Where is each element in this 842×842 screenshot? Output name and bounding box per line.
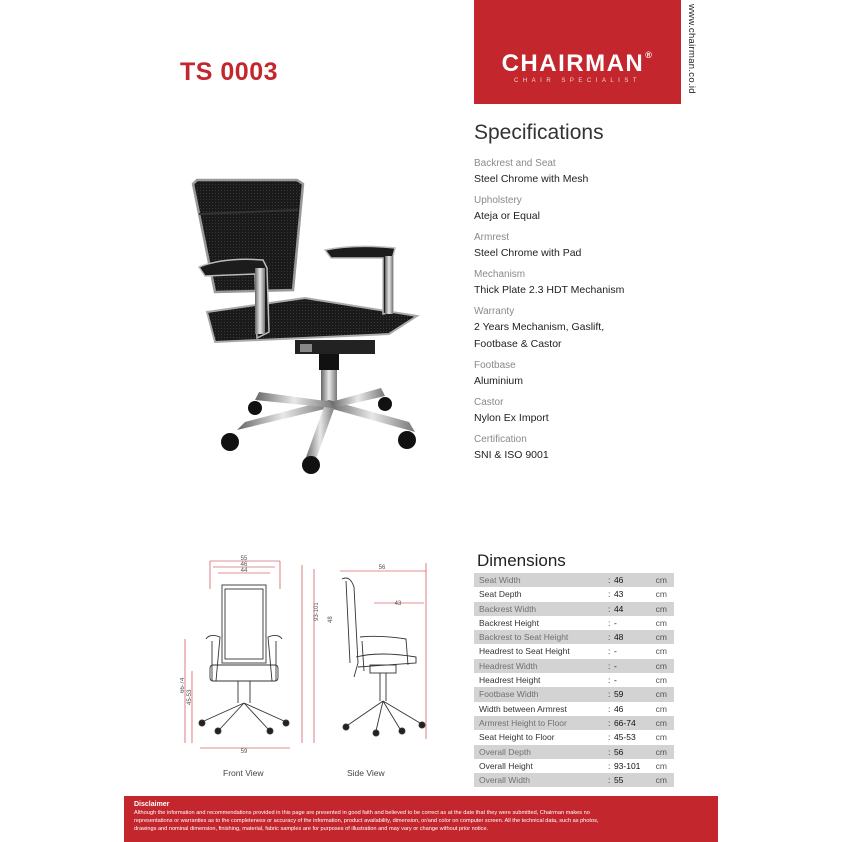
disclaimer-line: representations or warranties as to the completeness or accuracy of the information, product availability, dimension, or/and color on computer screen. All the technical data, such as photos, — [134, 818, 599, 824]
dim-colon: : — [607, 575, 611, 585]
side-overall-height: 93-101 — [314, 602, 320, 621]
technical-drawing — [180, 553, 440, 768]
spec-label: Footbase — [474, 360, 516, 371]
spec-mechanism — [474, 268, 714, 299]
table-row — [474, 630, 674, 644]
dim-colon: : — [607, 717, 611, 728]
table-row — [474, 659, 674, 673]
spec-upholstery — [474, 194, 714, 225]
table-row — [474, 716, 674, 730]
chair-photo — [185, 172, 425, 482]
dim-label: Backrest to Seat Height — [479, 632, 569, 643]
dim-value: 59 — [613, 689, 624, 700]
dimensions-table — [474, 573, 674, 787]
dim-label: Headrest to Seat Height — [479, 646, 570, 657]
disclaimer-title: Disclaimer — [134, 801, 170, 808]
dim-unit: cm — [655, 589, 667, 600]
dim-label: Overall Width — [479, 775, 531, 786]
table-row — [474, 687, 674, 701]
spec-label: Backrest and Seat — [474, 158, 556, 169]
dim-colon: : — [607, 675, 611, 686]
dim-unit: cm — [655, 746, 667, 757]
dim-label: Backrest Height — [479, 617, 539, 628]
table-row — [474, 602, 674, 616]
dim-unit: cm — [655, 675, 667, 686]
dim-colon: : — [607, 589, 611, 600]
dim-label: Backrest Width — [479, 603, 537, 614]
dim-unit: cm — [655, 646, 667, 657]
side-view-drawing — [342, 578, 425, 736]
model-title: TS 0003 — [180, 58, 279, 86]
brand-tagline: CHAIR SPECIALIST — [513, 78, 641, 84]
dim-value: 44 — [613, 603, 624, 614]
spec-value: Steel Chrome with Pad — [474, 247, 582, 259]
dim-colon: : — [607, 660, 611, 671]
front-width-inner: 44 — [240, 568, 248, 574]
spec-certification — [474, 433, 714, 464]
front-width-outer: 55 — [240, 556, 248, 562]
dim-value: 93-101 — [613, 760, 641, 771]
dim-colon: : — [607, 732, 611, 743]
dim-label: Armrest Height to Floor — [479, 717, 567, 728]
front-view-drawing — [199, 585, 289, 734]
dim-label: Footbase Width — [479, 689, 539, 700]
disclaimer-box — [124, 796, 718, 842]
table-row — [474, 587, 674, 601]
table-row — [474, 616, 674, 630]
dim-colon: : — [607, 703, 611, 714]
dim-label: Headrest Height — [479, 675, 541, 686]
dim-colon: : — [607, 775, 611, 786]
spec-label: Certification — [474, 434, 527, 445]
dim-value: - — [613, 675, 617, 686]
spec-label: Warranty — [474, 306, 515, 317]
dim-value: 48 — [613, 632, 624, 643]
side-view-label: Side View — [347, 768, 385, 778]
specifications-list — [474, 157, 714, 470]
disclaimer-line: drawings and nominal dimension, finishing, material, fabric samples are for purposes of illustration and may vary or change without prior notice. — [134, 826, 489, 832]
dim-colon: : — [607, 760, 611, 771]
brand-logo-box — [474, 0, 681, 104]
dim-value: - — [613, 617, 617, 628]
dim-value: 46 — [613, 575, 624, 585]
spec-label: Castor — [474, 397, 504, 408]
dim-unit: cm — [655, 703, 667, 714]
table-row — [474, 759, 674, 773]
table-row — [474, 745, 674, 759]
side-seat-depth: 43 — [394, 601, 402, 607]
dim-value: - — [613, 660, 617, 671]
front-armrest-height: 66-74 — [180, 677, 186, 693]
dim-unit: cm — [655, 617, 667, 628]
dim-unit: cm — [655, 760, 667, 771]
website-url[interactable]: www.chairman.co.id — [686, 4, 697, 94]
dimensions-title: Dimensions — [477, 551, 566, 570]
specifications-title: Specifications — [474, 121, 604, 144]
dim-unit: cm — [655, 717, 667, 728]
dim-value: 46 — [613, 703, 624, 714]
dim-label: Seat Height to Floor — [479, 732, 555, 743]
brand-name — [474, 50, 681, 78]
dim-value: 55 — [613, 775, 624, 786]
front-view-label: Front View — [223, 768, 264, 778]
spec-value: Steel Chrome with Mesh — [474, 173, 589, 185]
dim-unit: cm — [655, 632, 667, 643]
spec-castor — [474, 396, 714, 427]
dim-label: Headrest Width — [479, 660, 538, 671]
table-row — [474, 573, 674, 587]
dim-colon: : — [607, 746, 611, 757]
table-row — [474, 773, 674, 787]
spec-value: SNI & ISO 9001 — [474, 449, 549, 461]
spec-value: Aluminium — [474, 375, 524, 387]
dim-label: Seat Depth — [479, 589, 522, 600]
dim-colon: : — [607, 689, 611, 700]
dim-label: Overall Height — [479, 760, 533, 771]
dim-label: Overall Depth — [479, 746, 531, 757]
dim-unit: cm — [655, 660, 667, 671]
dim-value: 45-53 — [613, 732, 636, 743]
table-row — [474, 644, 674, 658]
dim-colon: : — [607, 646, 611, 657]
brand-name-text: CHAIRMAN — [501, 50, 645, 77]
spec-label: Armrest — [474, 232, 509, 243]
dim-value: 43 — [613, 589, 624, 600]
dim-unit: cm — [655, 775, 667, 786]
spec-value-continued: Footbase & Castor — [474, 338, 562, 350]
side-overall-depth: 56 — [378, 565, 386, 571]
dim-unit: cm — [655, 603, 667, 614]
spec-label: Mechanism — [474, 269, 526, 280]
dim-colon: : — [607, 617, 611, 628]
dim-unit: cm — [655, 732, 667, 743]
dim-value: 56 — [613, 746, 624, 757]
spec-armrest — [474, 231, 714, 262]
front-base-width: 59 — [240, 749, 248, 755]
dim-unit: cm — [655, 575, 667, 585]
spec-warranty — [474, 305, 714, 353]
spec-label: Upholstery — [474, 195, 522, 206]
registered-mark: ® — [645, 50, 654, 60]
side-backrest-height: 48 — [328, 616, 334, 623]
front-seat-height: 45-53 — [187, 689, 193, 705]
disclaimer-line: Although the information and recommendations provided in this page are presented in good faith and believed to be correct as at the date that they were submitted, Chairman makes no — [134, 810, 590, 816]
table-row — [474, 730, 674, 744]
dim-label: Seat Width — [479, 575, 521, 585]
dim-label: Width between Armrest — [479, 703, 567, 714]
dim-colon: : — [607, 603, 611, 614]
dim-unit: cm — [655, 689, 667, 700]
spec-value: Thick Plate 2.3 HDT Mechanism — [474, 284, 625, 296]
spec-value: Ateja or Equal — [474, 210, 540, 222]
spec-footbase — [474, 359, 714, 390]
spec-value: 2 Years Mechanism, Gaslift, — [474, 321, 605, 333]
table-row — [474, 702, 674, 716]
dim-colon: : — [607, 632, 611, 643]
front-width-mid: 46 — [240, 562, 248, 568]
table-row — [474, 673, 674, 687]
dim-value: - — [613, 646, 617, 657]
spec-backrest-seat — [474, 157, 714, 188]
dim-value: 66-74 — [613, 717, 636, 728]
spec-value: Nylon Ex Import — [474, 412, 549, 424]
